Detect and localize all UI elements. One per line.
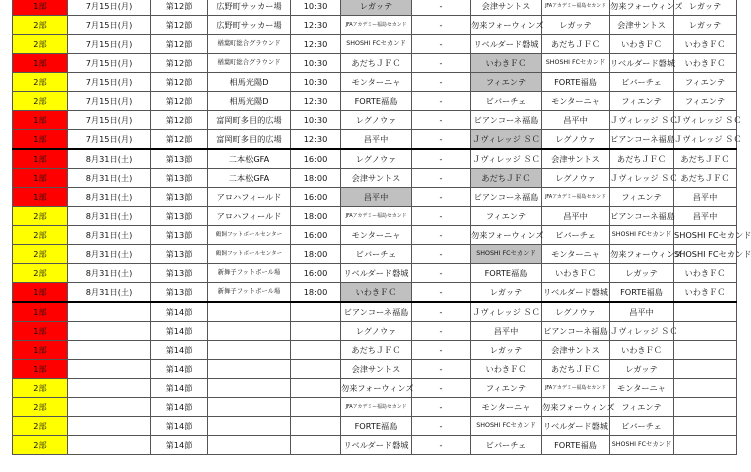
ref1-cell: ビアンコーネ福島 [542,322,610,341]
venue-cell: 相馬光陽D [208,92,291,111]
table-row [13,207,737,226]
division-cell: 2部 [13,245,68,264]
home-cell: ビアンコーネ福島 [341,302,412,322]
round-cell: 第13節 [151,245,208,264]
division-cell: 1部 [13,302,68,322]
division-cell: 2部 [13,73,68,92]
venue-cell: 二本松GFA [208,149,291,169]
time-cell: 16:00 [291,188,341,207]
ref1-cell: SHOSHI FCセカンド [542,54,610,73]
venue-cell [208,302,291,322]
ref2-cell: いわきＦＣ [610,35,674,54]
time-cell: 12:30 [291,130,341,150]
venue-cell: 広野町サッカー場 [208,16,291,35]
ref2-cell: ビバーチェ [610,73,674,92]
time-cell [291,398,341,417]
round-cell: 第14節 [151,436,208,455]
home-cell: リベルダード磐城 [341,436,412,455]
separator-cell: - [412,341,471,360]
ref3-cell: 昌平中 [674,188,737,207]
table-row [13,398,737,417]
ref1-cell: レグノウァ [542,130,610,150]
home-cell: モンターニャ [341,73,412,92]
ref3-cell [674,436,737,455]
time-cell [291,360,341,379]
ref3-cell [674,379,737,398]
ref1-cell: レグノウァ [542,302,610,322]
ref3-cell: レガッテ [674,16,737,35]
venue-cell [208,436,291,455]
home-cell: ビバーチェ [341,245,412,264]
table-row [13,283,737,303]
venue-cell: 富岡町多目的広場 [208,130,291,150]
ref3-cell: Ｊヴィレッジ ＳＣ [674,130,737,150]
table-row [13,0,737,16]
division-cell: 2部 [13,264,68,283]
ref2-cell: Ｊヴィレッジ ＳＣ [610,169,674,188]
separator-cell: - [412,130,471,150]
round-cell: 第12節 [151,54,208,73]
schedule-table [12,0,751,455]
ref1-cell: ビバーチェ [542,226,610,245]
ref3-cell [674,417,737,436]
ref1-cell: いわきＦＣ [542,264,610,283]
time-cell: 10:30 [291,0,341,16]
home-cell: あだちＪＦＣ [341,54,412,73]
ref3-cell: SHOSHI FCセカンド [674,226,737,245]
division-cell: 1部 [13,283,68,303]
away-cell: あだちＪＦＣ [471,169,542,188]
ref2-cell: SHOSHI FCセカンド [610,436,674,455]
separator-cell: - [412,302,471,322]
ref2-cell: リベルダード磐城 [610,54,674,73]
ref1-cell: FORTE福島 [542,436,610,455]
ref2-cell: 勿来フォーウィンズ [610,245,674,264]
table-row [13,92,737,111]
date-cell: 8月31日(土) [68,207,151,226]
home-cell: 昌平中 [341,130,412,150]
away-cell: フィエンテ [471,73,542,92]
separator-cell: - [412,264,471,283]
time-cell: 16:00 [291,264,341,283]
time-cell: 10:30 [291,73,341,92]
table-row [13,73,737,92]
away-cell: Ｊヴィレッジ ＳＣ [471,302,542,322]
round-cell: 第14節 [151,398,208,417]
ref2-cell: SHOSHI FCセカンド [610,226,674,245]
venue-cell: 広野町サッカー場 [208,0,291,16]
away-cell: ビバーチェ [471,436,542,455]
time-cell [291,341,341,360]
date-cell: 7月15日(月) [68,92,151,111]
venue-cell [208,417,291,436]
ref2-cell: Ｊヴィレッジ ＳＣ [610,322,674,341]
venue-cell: アロハフィールド [208,207,291,226]
ref2-cell: レガッテ [610,264,674,283]
division-cell: 1部 [13,149,68,169]
table-row [13,16,737,35]
home-cell: JFAアカデミー福島セカンド [341,16,412,35]
table-row [13,54,737,73]
division-cell: 2部 [13,92,68,111]
date-cell: 7月15日(月) [68,130,151,150]
home-cell: レガッテ [341,0,412,16]
round-cell: 第14節 [151,417,208,436]
venue-cell: 楢葉町総合グラウンド [208,35,291,54]
date-cell [68,322,151,341]
ref2-cell: フィエンテ [610,398,674,417]
ref2-cell: フィエンテ [610,188,674,207]
time-cell [291,379,341,398]
ref2-cell: ビバーチェ [610,417,674,436]
venue-cell: アロハフィールド [208,188,291,207]
away-cell: フィエンテ [471,207,542,226]
home-cell: JFAアカデミー福島セカンド [341,398,412,417]
table-row [13,35,737,54]
venue-cell [208,322,291,341]
away-cell: いわきＦＣ [471,360,542,379]
round-cell: 第12節 [151,92,208,111]
separator-cell: - [412,436,471,455]
time-cell: 18:00 [291,207,341,226]
away-cell: レガッテ [471,283,542,303]
separator-cell: - [412,226,471,245]
date-cell: 7月15日(月) [68,35,151,54]
date-cell: 8月31日(土) [68,245,151,264]
ref3-cell: フィエンテ [674,73,737,92]
ref3-cell [674,398,737,417]
ref3-cell: いわきＦＣ [674,54,737,73]
venue-cell: 富岡町多目的広場 [208,111,291,130]
separator-cell: - [412,111,471,130]
date-cell [68,302,151,322]
ref1-cell: JFAアカデミー福島セカンド [542,0,610,16]
home-cell: 会津サントス [341,169,412,188]
away-cell: ビアンコーネ福島 [471,111,542,130]
time-cell: 16:00 [291,149,341,169]
division-cell: 2部 [13,207,68,226]
time-cell [291,417,341,436]
home-cell: レグノウァ [341,322,412,341]
round-cell: 第12節 [151,130,208,150]
table-row [13,379,737,398]
away-cell: モンターニャ [471,398,542,417]
round-cell: 第12節 [151,73,208,92]
date-cell [68,379,151,398]
round-cell: 第13節 [151,188,208,207]
ref1-cell: あだちＪＦＣ [542,35,610,54]
home-cell: レグノウァ [341,111,412,130]
table-row [13,245,737,264]
division-cell: 1部 [13,341,68,360]
away-cell: ビアンコーネ福島 [471,188,542,207]
table-row [13,226,737,245]
round-cell: 第14節 [151,379,208,398]
division-cell: 2部 [13,417,68,436]
ref1-cell: JFAアカデミー福島セカンド [542,188,610,207]
division-cell: 2部 [13,16,68,35]
date-cell: 8月31日(土) [68,264,151,283]
ref2-cell: 昌平中 [610,302,674,322]
ref1-cell: モンターニャ [542,92,610,111]
ref3-cell: Ｊヴィレッジ ＳＣ [674,111,737,130]
ref1-cell: レガッテ [542,16,610,35]
table-row [13,111,737,130]
ref1-cell: 勿来フォーウィンズ [542,398,610,417]
venue-cell: 新舞子フットボール場 [208,283,291,303]
ref3-cell: 昌平中 [674,207,737,226]
venue-cell: 鶴飼フットボールセンター [208,245,291,264]
ref1-cell: レグノウァ [542,169,610,188]
separator-cell: - [412,54,471,73]
separator-cell: - [412,207,471,226]
separator-cell: - [412,322,471,341]
home-cell: リベルダード磐城 [341,264,412,283]
separator-cell: - [412,188,471,207]
date-cell: 7月15日(月) [68,16,151,35]
away-cell: Ｊヴィレッジ ＳＣ [471,130,542,150]
time-cell: 12:30 [291,92,341,111]
date-cell [68,398,151,417]
time-cell: 10:30 [291,111,341,130]
separator-cell: - [412,16,471,35]
away-cell: Ｊヴィレッジ ＳＣ [471,149,542,169]
venue-cell [208,360,291,379]
ref1-cell: あだちＪＦＣ [542,360,610,379]
home-cell: FORTE福島 [341,417,412,436]
table-row [13,169,737,188]
separator-cell: - [412,398,471,417]
time-cell [291,436,341,455]
round-cell: 第13節 [151,264,208,283]
ref2-cell: 勿来フォーウィンズ [610,0,674,16]
ref3-cell: いわきＦＣ [674,35,737,54]
venue-cell: 新舞子フットボール場 [208,264,291,283]
ref2-cell: モンターニャ [610,379,674,398]
separator-cell: - [412,73,471,92]
venue-cell: 相馬光陽D [208,73,291,92]
date-cell [68,417,151,436]
separator-cell: - [412,360,471,379]
division-cell: 1部 [13,0,68,16]
table-row [13,149,737,169]
round-cell: 第14節 [151,360,208,379]
time-cell: 12:30 [291,35,341,54]
ref2-cell: 会津サントス [610,16,674,35]
ref1-cell: 昌平中 [542,111,610,130]
ref1-cell: 会津サントス [542,149,610,169]
home-cell: FORTE福島 [341,92,412,111]
round-cell: 第13節 [151,169,208,188]
time-cell: 18:00 [291,245,341,264]
round-cell: 第13節 [151,283,208,303]
away-cell: 勿来フォーウィンズ [471,226,542,245]
separator-cell: - [412,417,471,436]
home-cell: 昌平中 [341,188,412,207]
separator-cell: - [412,149,471,169]
date-cell: 8月31日(土) [68,149,151,169]
home-cell: SHOSHI FCセカンド [341,35,412,54]
round-cell: 第12節 [151,111,208,130]
ref2-cell: ビアンコーネ福島 [610,207,674,226]
ref1-cell: 昌平中 [542,207,610,226]
date-cell: 8月31日(土) [68,283,151,303]
home-cell: いわきＦＣ [341,283,412,303]
date-cell: 7月15日(月) [68,73,151,92]
round-cell: 第12節 [151,16,208,35]
division-cell: 2部 [13,226,68,245]
table-row [13,436,737,455]
ref3-cell: いわきＦＣ [674,283,737,303]
away-cell: FORTE福島 [471,264,542,283]
ref1-cell: JFAアカデミー福島セカンド [542,379,610,398]
away-cell: ビバーチェ [471,92,542,111]
date-cell [68,436,151,455]
round-cell: 第13節 [151,226,208,245]
home-cell: JFAアカデミー福島セカンド [341,207,412,226]
home-cell: 会津サントス [341,360,412,379]
ref2-cell: いわきＦＣ [610,341,674,360]
time-cell: 16:00 [291,226,341,245]
division-cell: 1部 [13,54,68,73]
ref3-cell [674,302,737,322]
table-row [13,264,737,283]
home-cell: 勿来フォーウィンズ [341,379,412,398]
separator-cell: - [412,283,471,303]
home-cell: モンターニャ [341,226,412,245]
ref3-cell: いわきＦＣ [674,264,737,283]
away-cell: 会津サントス [471,0,542,16]
away-cell: 勿来フォーウィンズ [471,16,542,35]
venue-cell: 二本松GFA [208,169,291,188]
ref3-cell: あだちＪＦＣ [674,149,737,169]
ref2-cell: あだちＪＦＣ [610,149,674,169]
date-cell: 8月31日(土) [68,188,151,207]
schedule-body [13,0,751,455]
ref2-cell: レガッテ [610,360,674,379]
venue-cell [208,341,291,360]
ref3-cell: フィエンテ [674,92,737,111]
ref3-cell: あだちＪＦＣ [674,169,737,188]
division-cell: 2部 [13,35,68,54]
table-row [13,302,737,322]
venue-cell [208,398,291,417]
division-cell: 1部 [13,111,68,130]
separator-cell: - [412,0,471,16]
away-cell: レガッテ [471,341,542,360]
ref2-cell: ビアンコーネ福島 [610,130,674,150]
time-cell: 12:30 [291,16,341,35]
venue-cell: 楢葉町総合グラウンド [208,54,291,73]
table-row [13,130,737,150]
separator-cell: - [412,92,471,111]
table-row [13,188,737,207]
division-cell: 1部 [13,169,68,188]
away-cell: SHOSHI FCセカンド [471,245,542,264]
away-cell: SHOSHI FCセカンド [471,417,542,436]
division-cell: 1部 [13,322,68,341]
table-row [13,341,737,360]
ref2-cell: FORTE福島 [610,283,674,303]
ref3-cell: レガッテ [674,0,737,16]
time-cell [291,302,341,322]
table-row [13,417,737,436]
round-cell: 第13節 [151,149,208,169]
time-cell: 18:00 [291,283,341,303]
round-cell: 第12節 [151,0,208,16]
round-cell: 第13節 [151,207,208,226]
date-cell: 7月15日(月) [68,111,151,130]
date-cell [68,341,151,360]
division-cell: 2部 [13,436,68,455]
ref3-cell [674,341,737,360]
ref1-cell: モンターニャ [542,245,610,264]
separator-cell: - [412,35,471,54]
ref1-cell: 会津サントス [542,341,610,360]
ref1-cell: FORTE福島 [542,73,610,92]
ref3-cell [674,360,737,379]
away-cell: いわきＦＣ [471,54,542,73]
round-cell: 第14節 [151,341,208,360]
time-cell: 10:30 [291,54,341,73]
away-cell: フィエンテ [471,379,542,398]
ref1-cell: リベルダード磐城 [542,283,610,303]
round-cell: 第14節 [151,302,208,322]
ref2-cell: Ｊヴィレッジ ＳＣ [610,111,674,130]
venue-cell [208,379,291,398]
date-cell: 8月31日(土) [68,226,151,245]
division-cell: 1部 [13,188,68,207]
date-cell: 7月15日(月) [68,54,151,73]
separator-cell: - [412,379,471,398]
away-cell: リベルダード磐城 [471,35,542,54]
round-cell: 第12節 [151,35,208,54]
date-cell: 8月31日(土) [68,169,151,188]
time-cell: 18:00 [291,169,341,188]
ref3-cell: SHOSHI FCセカンド [674,245,737,264]
separator-cell: - [412,245,471,264]
table-row [13,360,737,379]
separator-cell: - [412,169,471,188]
date-cell: 7月15日(月) [68,0,151,16]
division-cell: 2部 [13,379,68,398]
time-cell [291,322,341,341]
ref2-cell: フィエンテ [610,92,674,111]
division-cell: 2部 [13,398,68,417]
ref1-cell: リベルダード磐城 [542,417,610,436]
ref3-cell [674,322,737,341]
table-row [13,322,737,341]
venue-cell: 鶴飼フットボールセンター [208,226,291,245]
division-cell: 1部 [13,130,68,150]
date-cell [68,360,151,379]
division-cell: 1部 [13,360,68,379]
home-cell: レグノウァ [341,149,412,169]
away-cell: 昌平中 [471,322,542,341]
home-cell: あだちＪＦＣ [341,341,412,360]
round-cell: 第14節 [151,322,208,341]
